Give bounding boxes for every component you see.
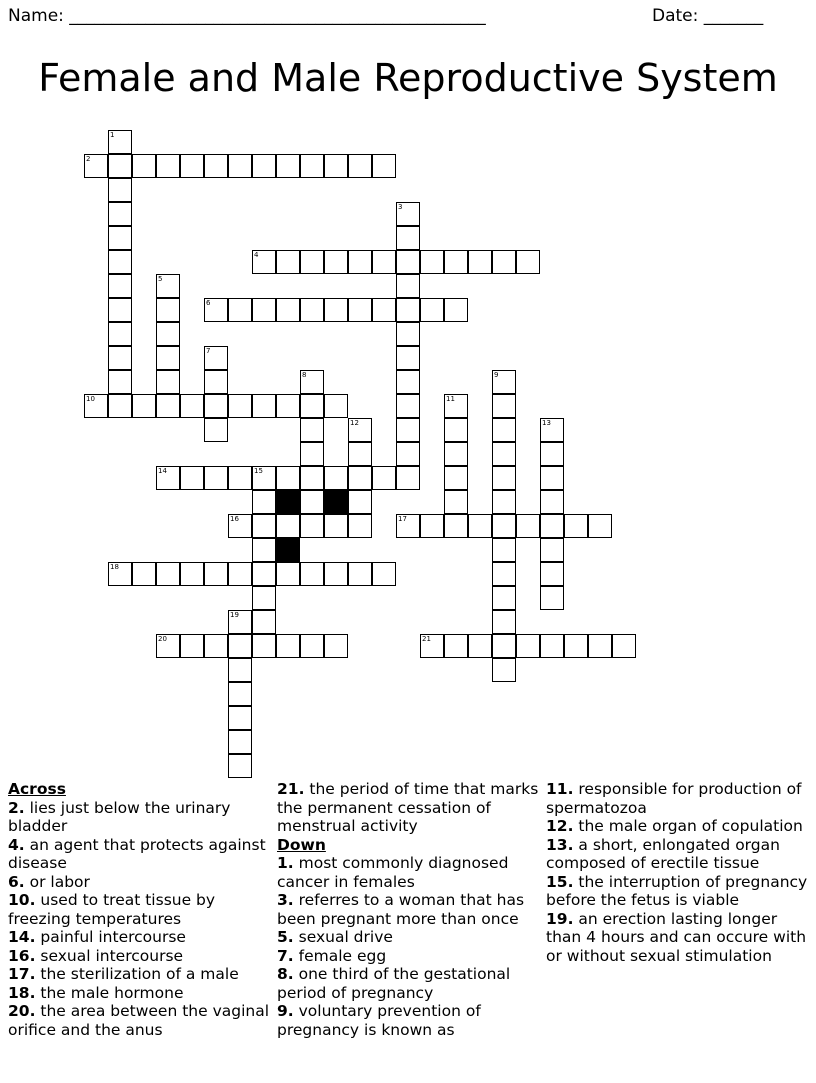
grid-cell[interactable] [180, 634, 204, 658]
grid-cell[interactable] [492, 394, 516, 418]
grid-cell[interactable] [396, 370, 420, 394]
clue-14 [8, 928, 270, 947]
grid-cell[interactable] [564, 634, 588, 658]
grid-cell[interactable] [156, 466, 180, 490]
clue-10 [8, 891, 270, 928]
black-cell [276, 490, 300, 514]
grid-cell[interactable] [444, 490, 468, 514]
cell-number: 13 [542, 419, 551, 427]
grid-cell[interactable] [300, 250, 324, 274]
grid-cell[interactable] [372, 250, 396, 274]
clue-text: an erection lasting longer than 4 hours and can occure with or without sexual stimulation [546, 909, 807, 965]
grid-cell[interactable] [444, 418, 468, 442]
cell-number: 16 [230, 515, 239, 523]
grid-cell[interactable] [300, 394, 324, 418]
grid-cell[interactable] [204, 346, 228, 370]
grid-cell[interactable] [396, 250, 420, 274]
grid-cell[interactable] [540, 466, 564, 490]
grid-cell[interactable] [108, 202, 132, 226]
grid-cell[interactable] [204, 154, 228, 178]
cell-number: 12 [350, 419, 359, 427]
grid-cell[interactable] [540, 490, 564, 514]
clue-number: 7. [277, 946, 294, 965]
grid-cell[interactable] [276, 466, 300, 490]
grid-cell[interactable] [276, 250, 300, 274]
grid-cell[interactable] [228, 562, 252, 586]
grid-cell[interactable] [564, 514, 588, 538]
grid-cell[interactable] [108, 130, 132, 154]
cell-number: 7 [206, 347, 211, 355]
cell-number: 18 [110, 563, 119, 571]
clue-text: the male hormone [35, 983, 184, 1002]
clue-number: 10. [8, 891, 36, 909]
grid-cell[interactable] [108, 298, 132, 322]
cell-number: 8 [302, 371, 307, 379]
grid-cell[interactable] [348, 250, 372, 274]
clues-column-3 [546, 780, 808, 965]
grid-cell[interactable] [180, 394, 204, 418]
grid-cell[interactable] [204, 634, 228, 658]
grid-cell[interactable] [84, 394, 108, 418]
grid-cell[interactable] [444, 466, 468, 490]
clue-text: painful intercourse [35, 928, 186, 946]
date-field-label: Date: _______ [652, 6, 764, 26]
grid-cell[interactable] [492, 466, 516, 490]
grid-cell[interactable] [228, 298, 252, 322]
grid-cell[interactable] [540, 514, 564, 538]
grid-cell[interactable] [228, 394, 252, 418]
clue-number: 4. [8, 835, 25, 854]
grid-cell[interactable] [252, 562, 276, 586]
grid-cell[interactable] [492, 538, 516, 562]
grid-cell[interactable] [156, 562, 180, 586]
grid-cell[interactable] [300, 490, 324, 514]
grid-cell[interactable] [108, 154, 132, 178]
grid-cell[interactable] [252, 298, 276, 322]
grid-cell[interactable] [540, 586, 564, 610]
grid-cell[interactable] [204, 394, 228, 418]
clue-9 [277, 1002, 541, 1039]
grid-cell[interactable] [108, 394, 132, 418]
grid-cell[interactable] [132, 394, 156, 418]
clue-number: 5. [277, 928, 294, 946]
grid-cell[interactable] [300, 466, 324, 490]
grid-cell[interactable] [324, 634, 348, 658]
grid-cell[interactable] [540, 562, 564, 586]
clue-18 [8, 984, 270, 1003]
grid-cell[interactable] [108, 250, 132, 274]
cell-number: 5 [158, 275, 163, 283]
clues-column-2 [277, 780, 541, 1039]
grid-cell[interactable] [300, 370, 324, 394]
grid-cell[interactable] [444, 298, 468, 322]
grid-cell[interactable] [276, 634, 300, 658]
grid-cell[interactable] [228, 682, 252, 706]
clue-text: sexual drive [293, 928, 393, 946]
grid-cell[interactable] [372, 466, 396, 490]
cell-number: 2 [86, 155, 91, 163]
grid-cell[interactable] [324, 562, 348, 586]
grid-cell[interactable] [348, 418, 372, 442]
grid-cell[interactable] [252, 490, 276, 514]
grid-cell[interactable] [324, 466, 348, 490]
grid-cell[interactable] [492, 442, 516, 466]
grid-cell[interactable] [228, 466, 252, 490]
grid-cell[interactable] [540, 418, 564, 442]
name-field-label: Name: _________________________________________________ [8, 6, 486, 26]
clue-4 [8, 836, 270, 873]
cell-number: 17 [398, 515, 407, 523]
grid-cell[interactable] [252, 586, 276, 610]
grid-cell[interactable] [276, 562, 300, 586]
grid-cell[interactable] [300, 562, 324, 586]
clue-text: a short, enlongated organ composed of erectile tissue [546, 835, 780, 872]
grid-cell[interactable] [492, 370, 516, 394]
grid-cell[interactable] [516, 514, 540, 538]
clue-15 [546, 873, 808, 910]
clue-text: referres to a woman that has been pregnant more than once [277, 891, 525, 928]
grid-cell[interactable] [156, 274, 180, 298]
grid-cell[interactable] [204, 418, 228, 442]
cell-number: 9 [494, 371, 499, 379]
grid-cell[interactable] [396, 514, 420, 538]
grid-cell[interactable] [108, 226, 132, 250]
across-heading: Across [8, 780, 66, 798]
grid-cell[interactable] [204, 562, 228, 586]
grid-cell[interactable] [492, 610, 516, 634]
grid-cell[interactable] [396, 418, 420, 442]
grid-cell[interactable] [300, 418, 324, 442]
grid-cell[interactable] [276, 394, 300, 418]
clue-text: one third of the gestational period of pregnancy [277, 965, 511, 1002]
grid-cell[interactable] [252, 610, 276, 634]
clue-5 [277, 928, 541, 947]
grid-cell[interactable] [180, 154, 204, 178]
cell-number: 3 [398, 203, 403, 211]
grid-cell[interactable] [276, 154, 300, 178]
grid-cell[interactable] [276, 298, 300, 322]
grid-cell[interactable] [324, 514, 348, 538]
grid-cell[interactable] [372, 154, 396, 178]
clue-number: 6. [8, 872, 25, 891]
grid-cell[interactable] [540, 634, 564, 658]
clue-6 [8, 873, 270, 892]
grid-cell[interactable] [492, 634, 516, 658]
clue-number: 16. [8, 946, 36, 965]
grid-cell[interactable] [348, 514, 372, 538]
grid-cell[interactable] [588, 634, 612, 658]
grid-cell[interactable] [348, 466, 372, 490]
clue-number: 1. [277, 854, 294, 872]
grid-cell[interactable] [492, 250, 516, 274]
grid-cell[interactable] [252, 250, 276, 274]
clue-number: 13. [546, 835, 574, 854]
grid-cell[interactable] [228, 154, 252, 178]
clue-16 [8, 947, 270, 966]
grid-cell[interactable] [540, 538, 564, 562]
grid-cell[interactable] [468, 250, 492, 274]
grid-cell[interactable] [396, 466, 420, 490]
clue-text: the area between the vaginal orifice and the anus [8, 1002, 270, 1039]
grid-cell[interactable] [396, 322, 420, 346]
grid-cell[interactable] [228, 658, 252, 682]
grid-cell[interactable] [132, 154, 156, 178]
clue-17 [8, 965, 270, 984]
grid-cell[interactable] [252, 394, 276, 418]
grid-cell[interactable] [396, 202, 420, 226]
grid-cell[interactable] [228, 706, 252, 730]
clue-text: the male organ of copulation [573, 817, 803, 835]
grid-cell[interactable] [492, 490, 516, 514]
clue-text: an agent that protects against disease [8, 835, 266, 872]
clue-21 [277, 780, 541, 836]
grid-cell[interactable] [348, 298, 372, 322]
grid-cell[interactable] [228, 730, 252, 754]
clue-8 [277, 965, 541, 1002]
grid-cell[interactable] [204, 298, 228, 322]
grid-cell[interactable] [420, 514, 444, 538]
grid-cell[interactable] [228, 610, 252, 634]
grid-cell[interactable] [516, 634, 540, 658]
cell-number: 1 [110, 131, 115, 139]
grid-cell[interactable] [396, 274, 420, 298]
grid-cell[interactable] [300, 442, 324, 466]
grid-cell[interactable] [468, 514, 492, 538]
clue-number: 17. [8, 965, 36, 983]
grid-cell[interactable] [156, 394, 180, 418]
clue-text: female egg [293, 946, 387, 965]
grid-cell[interactable] [540, 442, 564, 466]
grid-cell[interactable] [396, 346, 420, 370]
clue-1 [277, 854, 541, 891]
grid-cell[interactable] [396, 226, 420, 250]
grid-cell[interactable] [204, 370, 228, 394]
grid-cell[interactable] [348, 154, 372, 178]
cell-number: 14 [158, 467, 167, 475]
cell-number: 6 [206, 299, 211, 307]
grid-cell[interactable] [420, 250, 444, 274]
grid-cell[interactable] [444, 514, 468, 538]
clue-number: 12. [546, 817, 574, 835]
grid-cell[interactable] [420, 298, 444, 322]
grid-cell[interactable] [276, 514, 300, 538]
grid-cell[interactable] [252, 514, 276, 538]
clue-20 [8, 1002, 270, 1039]
clue-text: voluntary prevention of pregnancy is known as [277, 1002, 481, 1039]
grid-cell[interactable] [108, 274, 132, 298]
grid-cell[interactable] [252, 538, 276, 562]
clue-text: the period of time that marks the permanent cessation of menstrual activity [277, 780, 539, 835]
clue-number: 11. [546, 780, 574, 798]
grid-cell[interactable] [396, 394, 420, 418]
grid-cell[interactable] [348, 490, 372, 514]
grid-cell[interactable] [444, 394, 468, 418]
cell-number: 15 [254, 467, 263, 475]
clue-3 [277, 891, 541, 928]
grid-cell[interactable] [156, 298, 180, 322]
grid-cell[interactable] [108, 322, 132, 346]
grid-cell[interactable] [492, 514, 516, 538]
grid-cell[interactable] [372, 298, 396, 322]
grid-cell[interactable] [396, 298, 420, 322]
grid-cell[interactable] [492, 418, 516, 442]
grid-cell[interactable] [444, 634, 468, 658]
grid-cell[interactable] [396, 442, 420, 466]
clue-text: or labor [24, 872, 90, 891]
clues-column-1 [8, 780, 270, 1039]
clue-11 [546, 780, 808, 817]
grid-cell[interactable] [588, 514, 612, 538]
grid-cell[interactable] [492, 658, 516, 682]
grid-cell[interactable] [324, 394, 348, 418]
cell-number: 11 [446, 395, 455, 403]
grid-cell[interactable] [324, 298, 348, 322]
clue-number: 20. [8, 1002, 36, 1020]
grid-cell[interactable] [372, 562, 396, 586]
grid-cell[interactable] [252, 466, 276, 490]
grid-cell[interactable] [492, 562, 516, 586]
clue-13 [546, 836, 808, 873]
clue-number: 3. [277, 891, 294, 909]
grid-cell[interactable] [300, 154, 324, 178]
grid-cell[interactable] [444, 442, 468, 466]
grid-cell[interactable] [156, 634, 180, 658]
grid-cell[interactable] [180, 466, 204, 490]
grid-cell[interactable] [204, 466, 228, 490]
clue-number: 2. [8, 798, 25, 817]
clue-number: 14. [8, 928, 36, 946]
grid-cell[interactable] [252, 154, 276, 178]
black-cell [276, 538, 300, 562]
grid-cell[interactable] [108, 562, 132, 586]
cell-number: 20 [158, 635, 167, 643]
grid-cell[interactable] [180, 562, 204, 586]
clue-2 [8, 799, 270, 836]
grid-cell[interactable] [108, 178, 132, 202]
black-cell [324, 490, 348, 514]
grid-cell[interactable] [324, 154, 348, 178]
clue-text: the sterilization of a male [35, 965, 239, 983]
clue-number: 21. [277, 780, 305, 798]
grid-cell[interactable] [156, 346, 180, 370]
grid-cell[interactable] [612, 634, 636, 658]
clue-number: 15. [546, 872, 574, 891]
grid-cell[interactable] [156, 154, 180, 178]
grid-cell[interactable] [444, 250, 468, 274]
clue-12 [546, 817, 808, 836]
grid-cell[interactable] [132, 562, 156, 586]
grid-cell[interactable] [492, 586, 516, 610]
cell-number: 10 [86, 395, 95, 403]
clue-text: the interruption of pregnancy before the fetus is viable [546, 872, 808, 909]
clue-number: 9. [277, 1002, 294, 1020]
clue-19 [546, 910, 808, 966]
grid-cell[interactable] [300, 634, 324, 658]
cell-number: 19 [230, 611, 239, 619]
clue-number: 19. [546, 909, 574, 928]
grid-cell[interactable] [156, 370, 180, 394]
grid-cell[interactable] [108, 370, 132, 394]
clue-text: responsible for production of spermatozoa [546, 780, 802, 817]
grid-cell[interactable] [108, 346, 132, 370]
cell-number: 21 [422, 635, 431, 643]
grid-cell[interactable] [84, 154, 108, 178]
grid-cell[interactable] [348, 562, 372, 586]
clue-number: 8. [277, 965, 294, 983]
clue-7 [277, 947, 541, 966]
grid-cell[interactable] [252, 634, 276, 658]
clue-text: lies just below the urinary bladder [8, 798, 231, 835]
grid-cell[interactable] [228, 514, 252, 538]
clue-text: sexual intercourse [35, 946, 184, 965]
page-title: Female and Male Reproductive System [38, 56, 778, 100]
grid-cell[interactable] [420, 634, 444, 658]
clue-number: 18. [8, 983, 36, 1002]
grid-cell[interactable] [300, 298, 324, 322]
grid-cell[interactable] [324, 250, 348, 274]
down-heading: Down [277, 835, 326, 854]
grid-cell[interactable] [516, 250, 540, 274]
grid-cell[interactable] [300, 514, 324, 538]
grid-cell[interactable] [228, 754, 252, 778]
clue-text: used to treat tissue by freezing temperatures [8, 891, 216, 928]
grid-cell[interactable] [156, 322, 180, 346]
grid-cell[interactable] [468, 634, 492, 658]
cell-number: 4 [254, 251, 259, 259]
clue-text: most commonly diagnosed cancer in females [277, 854, 509, 891]
grid-cell[interactable] [228, 634, 252, 658]
grid-cell[interactable] [348, 442, 372, 466]
